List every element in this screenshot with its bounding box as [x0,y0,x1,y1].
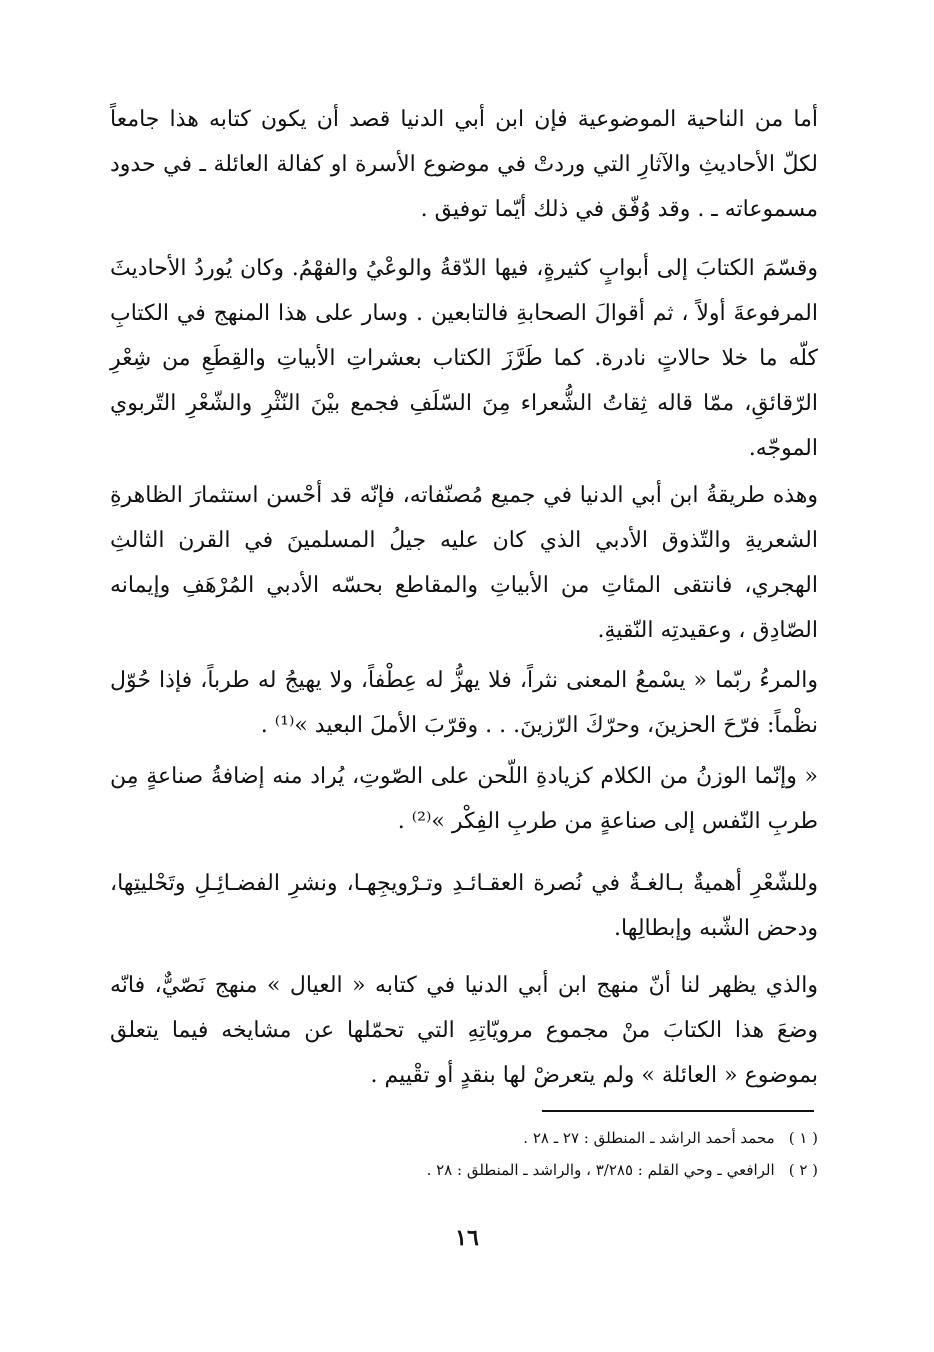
footnote-item [110,1154,818,1186]
paragraph-text: أما من الناحية الموضوعية فإن ابن أبي الدنيا قصد أن يكون كتابه هذا جامعاً لكلّ الأحاديثِ والآثارِ التي وردتْ في موضوع الأسرة او كفالة العائلة ـ في حدود مسموعاته ـ . وقد وُفّق في ذلك أيّما توفيق . [110,107,818,222]
footnote-text: محمد أحمد الراشد ـ المنطلق : ٢٧ ـ ٢٨ . [523,1129,775,1147]
paragraph-5 [110,754,818,844]
paragraph-text: وللشّعْرِ أهميةٌ بـالغـةٌ في نُصرة العقـائـدِ وتـرْويجِهـا، ونشرِ الفضـائِـلِ وتَحْليتِها، ودحض الشّبه وإبطالِها. [110,871,818,941]
paragraph-text: وهذه طريقةُ ابن أبي الدنيا في جميع مُصنّفاته، فإنّه قد أحْسن استثمارَ الظاهرةِ الشعريةِ والتّذوق الأدبي الذي كان عليه جيلُ المسلمينَ في القرن الثالثِ الهجري، فانتقى المئاتِ من الأبياتِ والمقاطع بحسّه الأدبي المُرْهَفِ وإيمانه الصّادِق ، وعقيدتِه النّقيةِ. [110,483,818,643]
paragraph-text: والمرءُ ربّما « يسْمعُ المعنى نثراً، فلا يهزُّ له عِطْفاً، ولا يهيجُ له طرباً، فإذا حُوّل نظْماً: فرّحَ الحزينَ، وحرّكَ الرّزينَ. . . وقرّبَ الأملَ البعيد »⁽¹⁾ . [110,668,818,738]
paragraph-6 [110,861,818,951]
paragraph-7 [110,963,818,1098]
paragraph-1 [110,97,818,232]
footnotes [110,1122,818,1186]
paragraph-2 [110,246,818,471]
footnote-text: الرافعي ـ وحي القلم : ٣/٢٨٥ ، والراشد ـ المنطلق : ٢٨ . [426,1161,775,1179]
paragraph-4 [110,658,818,748]
footnote-marker: ( ٢ ) [788,1161,818,1179]
footnote-item [110,1122,818,1154]
paragraph-3 [110,473,818,653]
paragraph-text: والذي يظهر لنا أنّ منهج ابن أبي الدنيا في كتابه « العيال » منهج نَصّيٌّ، فانّه وضعَ هذا الكتابَ منْ مجموع مرويّاتِهِ التي تحمّلها عن مشايخه فيما يتعلق بموضوع « العائلة » ولم يتعرضْ لها بنقدٍ أو تقْييم . [110,973,818,1088]
page-number: ١٦ [455,1225,479,1251]
paragraph-text: « وإنّما الوزنُ من الكلام كزيادةِ اللّحن على الصّوتِ، يُراد منه إضافةُ صناعةٍ مِن طربِ النّفس إلى صناعةٍ من طربِ الفِكْر »⁽²⁾ . [110,764,818,834]
footnotes-divider [542,1110,814,1112]
paragraph-text: وقسّمَ الكتابَ إلى أبوابٍ كثيرةٍ، فيها الدّقةُ والوعْيُ والفهْمُ. وكان يُوردُ الأحاديثَ المرفوعةَ أولاً ، ثم أقوالَ الصحابةِ فالتابعين . وسار على هذا المنهج في الكتابِ كلّه ما خلا حالاتٍ نادرة. كما طَرَّزَ الكتاب بعشراتِ الأبياتِ والقِطَعِ من شِعْرِ الرّقائقِ، ممّا قاله ثِقاتُ الشُّعراء مِنَ السّلَفِ فجمع بيْنَ النّثْرِ والشّعْرِ التّربوي الموجّه. [110,256,818,461]
footnote-marker: ( ١ ) [788,1129,818,1147]
